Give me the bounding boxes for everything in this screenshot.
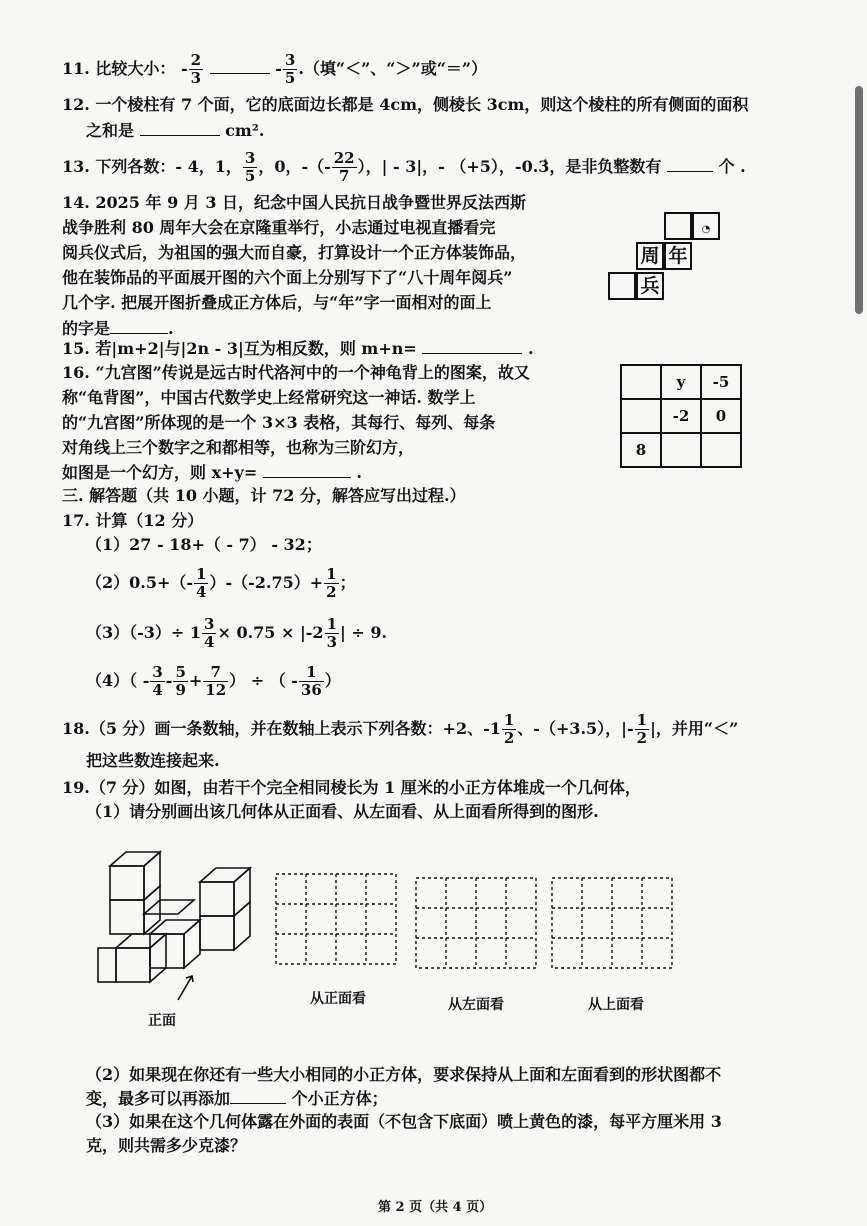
question-17-part4: （4）（ - $\frac{3}{4}$ - $\frac{5}{9}$ + $\frac{7}{12}$ ） ÷ （ - $\frac{1}{36}$ ）: [86, 663, 341, 699]
question-19-intro: 19.（7 分）如图，由若干个完全相同棱长为 1 厘米的小正方体堆成一个几何体，: [62, 778, 641, 797]
question-14-line: 他在装饰品的平面展开图的六个面上分别写下了“八十周年阅兵”: [62, 268, 513, 287]
fraction: $\frac{2}{3}$: [190, 51, 202, 87]
question-15: 15. 若|m+2|与|2n - 3|互为相反数，则 m+n= .: [62, 339, 534, 358]
net-face-nian: 年: [664, 242, 692, 270]
net-face-zhou: 周: [636, 242, 664, 270]
question-19-part1: （1）请分别画出该几何体从正面看、从左面看、从上面看所得到的图形.: [86, 802, 599, 821]
question-16-line: 16. “九宫图”传说是远古时代洛河中的一个神龟背上的图案，故又: [62, 363, 530, 382]
question-17-part2: （2）0.5+（- $\frac{1}{4}$ ）-（-2.75）+ $\frac{1}{2}$ ；: [86, 565, 356, 601]
cube-net-diagram: [608, 212, 728, 304]
question-16-line: 对角线上三个数字之和都相等，也称为三阶幻方，: [62, 438, 415, 457]
fraction: $\frac{3}{5}$: [244, 149, 256, 185]
answer-blank[interactable]: [210, 57, 270, 74]
magic-cell: 0: [701, 399, 741, 433]
question-11: 11. 比较大小： - $\frac{2}{3}$ - $\frac{3}{5}$ .（填“＜”、“＞”或“＝”）: [62, 51, 488, 87]
question-19-part3-line1: （3）如果在这个几何体露在外面的表面（不包含下底面）喷上黄色的漆，每平方厘米用 3: [86, 1112, 722, 1131]
fraction: $\frac{1}{3}$: [326, 615, 337, 651]
magic-cell: [621, 399, 661, 433]
magic-cell: 8: [621, 433, 661, 467]
question-18: 18.（5 分）画一条数轴，并在数轴上表示下列各数：+2、-1 $\frac{1}{2}$ 、-（+3.5），|- $\frac{1}{2}$ |，并用“＜”: [62, 711, 739, 747]
answer-blank[interactable]: [263, 461, 351, 478]
front-view-grid[interactable]: [274, 872, 400, 968]
fraction: $\frac{7}{12}$: [205, 663, 227, 699]
magic-cell: -2: [661, 399, 701, 433]
net-face: [664, 212, 692, 240]
answer-blank[interactable]: [230, 1087, 286, 1104]
fraction: $\frac{5}{9}$: [175, 663, 186, 699]
question-16-line: 的“九宫图”所体现的是一个 3×3 表格，其每行、每列、每条: [62, 413, 496, 432]
question-12-line2: 之和是 cm².: [86, 121, 265, 140]
scrollbar[interactable]: [855, 86, 863, 314]
question-19-part2-line2: 变，最多可以再添加 个小正方体；: [86, 1089, 388, 1108]
question-14-last: 的字是 .: [62, 319, 174, 338]
cube-stack-figure: [92, 848, 267, 1008]
answer-blank[interactable]: [667, 155, 713, 172]
question-16-line: 称“龟背图”，中国古代数学史上经常研究这一神话. 数学上: [62, 388, 476, 407]
fraction: $\frac{1}{2}$: [326, 565, 337, 601]
question-19-part3-line2: 克，则共需多少克漆？: [86, 1136, 247, 1155]
question-14-line: 几个字. 把展开图折叠成正方体后，与“年”字一面相对的面上: [62, 293, 492, 312]
net-face: [608, 272, 636, 300]
answer-blank[interactable]: [140, 119, 220, 136]
top-view-label: 从上面看: [588, 997, 644, 1013]
question-13: 13. 下列各数：- 4，1， $\frac{3}{5}$ ，0，-（- $\frac{22}{7}$ ），| - 3|，- （+5），-0.3̇，是非负整数有 个 .: [62, 149, 746, 185]
section-3-heading: 三. 解答题（共 10 小题，计 72 分，解答应写出过程.）: [62, 486, 466, 505]
fraction: $\frac{1}{2}$: [636, 711, 648, 747]
fraction: $\frac{1}{4}$: [196, 565, 207, 601]
fraction: $\frac{3}{4}$: [152, 663, 163, 699]
answer-blank[interactable]: [110, 317, 168, 334]
question-14-line: 阅兵仪式后，为祖国的强大而自豪，打算设计一个正方体装饰品，: [62, 243, 527, 262]
net-face-bing: 兵: [636, 272, 664, 300]
question-17-part3: （3）（-3）÷ 1 $\frac{3}{4}$ × 0.75 × |-2 $\frac{1}{3}$ | ÷ 9.: [86, 615, 388, 651]
question-17-title: 17. 计算（12 分）: [62, 511, 204, 530]
front-view-label: 从正面看: [310, 991, 366, 1007]
fraction: $\frac{1}{2}$: [503, 711, 515, 747]
question-17-part1: （1）27 - 18+（ - 7） - 32；: [86, 535, 322, 554]
question-12-line1: 12. 一个棱柱有 7 个面，它的底面边长都是 4cm，侧棱长 3cm，则这个棱柱的所有侧面的面积: [62, 95, 749, 114]
question-18-line2: 把这些数连接起来.: [86, 751, 220, 770]
top-view-grid[interactable]: [550, 876, 676, 972]
question-14-line: 战争胜利 80 周年大会在京隆重举行，小志通过电视直播看完: [62, 218, 496, 237]
fraction: $\frac{3}{5}$: [284, 51, 296, 87]
question-14-line: 14. 2025 年 9 月 3 日，纪念中国人民抗日战争暨世界反法西斯: [62, 193, 527, 212]
page-footer: 第 2 页（共 4 页）: [378, 1200, 493, 1215]
magic-cell: [661, 433, 701, 467]
magic-cell: [701, 433, 741, 467]
front-direction-label: 正面: [148, 1013, 176, 1029]
answer-blank[interactable]: [422, 337, 522, 354]
magic-cell: y: [661, 365, 701, 399]
net-face: ◔: [692, 212, 720, 240]
left-view-label: 从左面看: [448, 997, 504, 1013]
magic-square: [620, 364, 742, 468]
left-view-grid[interactable]: [414, 876, 540, 972]
magic-cell: [621, 365, 661, 399]
fraction: $\frac{3}{4}$: [204, 615, 215, 651]
question-19-part2-line1: （2）如果现在你还有一些大小相同的小正方体，要求保持从上面和左面看到的形状图都不: [86, 1065, 722, 1084]
fraction: $\frac{1}{36}$: [300, 663, 322, 699]
fraction: $\frac{22}{7}$: [333, 149, 355, 185]
question-16-last: 如图是一个幻方，则 x+y= .: [62, 463, 362, 482]
magic-cell: -5: [701, 365, 741, 399]
